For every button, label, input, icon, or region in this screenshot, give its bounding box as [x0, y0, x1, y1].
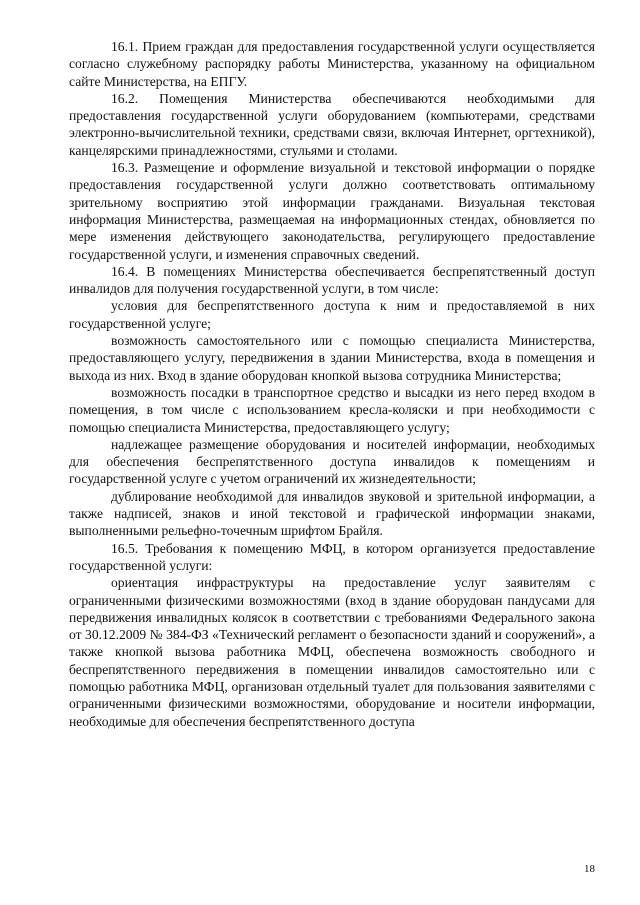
- list-item: возможность самостоятельного или с помощью специалиста Министерства, предоставляющего услугу, передвижения в здании Министерства, входа в помещения и выхода из них. Вход в здание оборудован кнопкой вызова сотрудника Министерства;: [69, 333, 595, 383]
- page-number: 18: [584, 863, 595, 875]
- list-item: возможность посадки в транспортное средство и высадки из него перед входом в помещения, в том числе с использованием кресла-коляски и при необходимости с помощью специалиста Министерства, предоставляющего услугу;: [69, 384, 595, 435]
- paragraph-16-2: 16.2. Помещения Министерства обеспечиваются необходимыми для предоставления государственной услуги оборудованием (компьютерами, средствами электронно-вычислительной техники, средствами связи, включая Интернет, оргтехникой), канцелярскими принадлежностями, стульями и столами.: [69, 90, 595, 158]
- list-item: дублирование необходимой для инвалидов звуковой и зрительной информации, а также надписей, знаков и иной текстовой и графической информации знаками, выполненными рельефно-точечным шрифтом Брайля.: [69, 488, 595, 539]
- paragraph-16-4: 16.4. В помещениях Министерства обеспечивается беспрепятственный доступ инвалидов для получения государственной услуги, в том числе:: [69, 263, 595, 297]
- document-body: [69, 38, 595, 730]
- list-item: ориентация инфраструктуры на предоставление услуг заявителям с ограниченными физическими возможностями (вход в здание оборудован пандусами для передвижения инвалидных колясок в соответствии с требованиями Федерального закона от 30.12.2009 № 384-ФЗ «Технический регламент о безопасности зданий и сооружений», а также кнопкой вызова работника МФЦ, обеспечена возможность свободного и беспрепятственного передвижения в помещении инвалидов самостоятельно или с помощью работника МФЦ, организован отдельный туалет для пользования заявителями с ограниченными физическими возможностями, оборудование и носители информации, необходимые для обеспечения беспрепятственного доступа: [69, 575, 595, 729]
- list-item: надлежащее размещение оборудования и носителей информации, необходимых для обеспечения беспрепятственного доступа инвалидов к помещениям и государственной услуге с учетом ограничений их жизнедеятельности;: [69, 436, 595, 487]
- paragraph-16-3: 16.3. Размещение и оформление визуальной и текстовой информации о порядке предоставления государственной услуги должно соответствовать оптимальному зрительному восприятию этой информации гражданами. Визуальная текстовая информация Министерства, размещаемая на информационных стендах, обновляется по мере изменения действующего законодательства, регулирующего предоставление государственной услуги, и изменения справочных сведений.: [69, 160, 595, 262]
- paragraph-16-1: 16.1. Прием граждан для предоставления государственной услуги осуществляется согласно служебному распорядку работы Министерства, указанному на официальном сайте Министерства, на ЕПГУ.: [69, 39, 595, 89]
- paragraph-16-5: 16.5. Требования к помещению МФЦ, в котором организуется предоставление государственной услуги:: [69, 540, 595, 573]
- list-item: условия для беспрепятственного доступа к ним и предоставляемой в них государственной услуге;: [69, 298, 595, 331]
